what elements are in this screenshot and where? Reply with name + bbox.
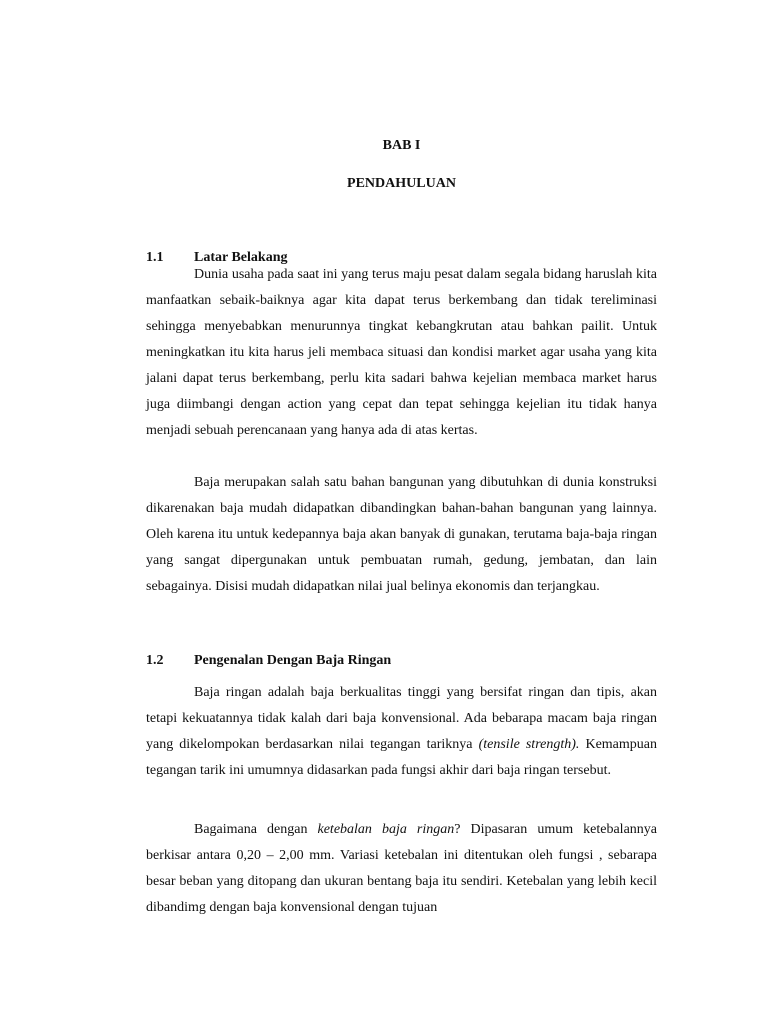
section-title: Latar Belakang xyxy=(194,250,288,265)
body-paragraph: Dunia usaha pada saat ini yang terus maju pesat dalam segala bidang haruslah kita manfaatkan sebaik-baiknya agar kita dapat terus berkembang dan tidak tereliminasi sehingga menyebabkan menurunnya tingkat kebangkrutan atau bahkan pailit. Untuk meningkatkan itu kita harus jeli membaca situasi dan kondisi market agar usaha yang kita jalani dapat terus berkembang, perlu kita sadari bahwa kejelian membaca market harus juga diimbangi dengan action yang cepat dan tepat sehingga kejelian itu tidak hanya menjadi sebuah perencanaan yang hanya ada di atas kertas. xyxy=(146,267,657,438)
paragraph-text: ? Dipasaran umum ketebalannya berkisar antara 0,20 – 2,00 mm. Variasi ketebalan ini ditentukan oleh fungsi , sebarapa besar beban yang ditopang dan ukuran bentang baja itu sendiri. Ketebalan yang lebih kecil dibandimg dengan baja konvensional dengan tujuan xyxy=(146,822,657,915)
chapter-subtitle: PENDAHULUAN xyxy=(347,176,456,191)
italic-term: (tensile strength). xyxy=(478,737,580,752)
section-title: Pengenalan Dengan Baja Ringan xyxy=(194,653,392,668)
chapter-title: BAB I xyxy=(382,138,421,153)
italic-term: ketebalan baja ringan xyxy=(317,822,455,837)
paragraph-text: Bagaimana dengan xyxy=(194,822,318,837)
section-number: 1.2 xyxy=(146,653,164,668)
body-paragraph xyxy=(146,680,657,784)
body-paragraph xyxy=(146,817,657,921)
paragraph-text: Baja ringan adalah baja berkualitas tinggi yang bersifat ringan dan tipis, akan tetapi kekuatannya tidak kalah dari baja konvensional. Ada bebarapa macam baja ringan yang dikelompokan berdasarkan nilai tegangan tariknya xyxy=(146,685,657,752)
body-paragraph: Baja merupakan salah satu bahan bangunan yang dibutuhkan di dunia konstruksi dikarenakan baja mudah didapatkan dibandingkan bahan-bahan bangunan yang lainnya. Oleh karena itu untuk kedepannya baja akan banyak di gunakan, terutama baja-baja ringan yang sangat dipergunakan untuk pembuatan rumah, gedung, jembatan, dan lain sebagainya. Disisi mudah didapatkan nilai jual belinya ekonomis dan terjangkau. xyxy=(146,475,657,594)
section-number: 1.1 xyxy=(146,250,164,265)
paragraph-text: Kemampuan tegangan tarik ini umumnya didasarkan pada fungsi akhir dari baja ringan tersebut. xyxy=(146,737,657,778)
section-heading-1-2 xyxy=(146,652,391,670)
